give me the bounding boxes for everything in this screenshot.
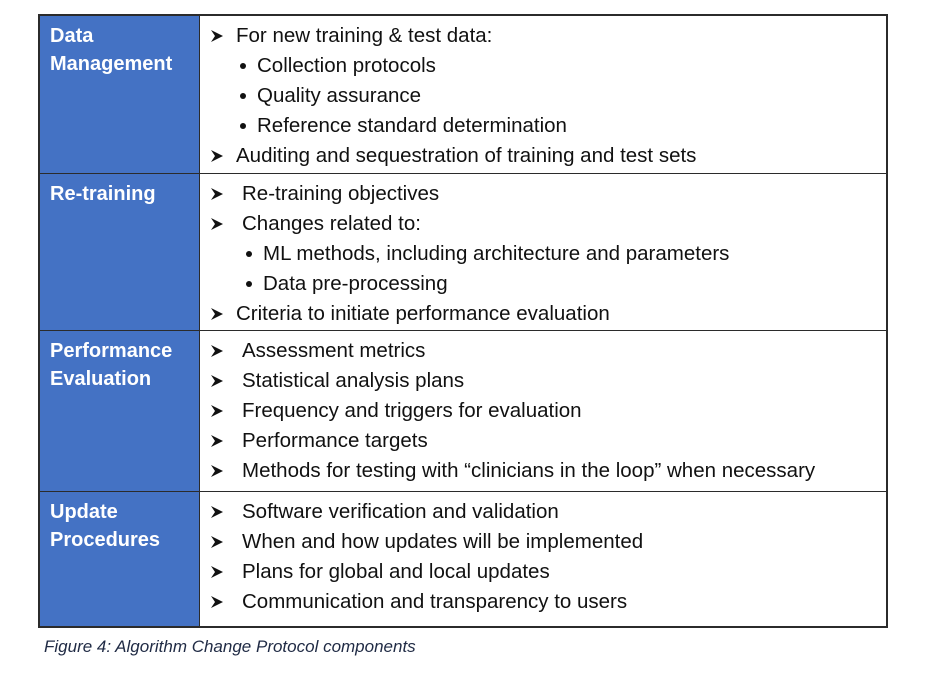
list-item-text: Plans for global and local updates	[242, 560, 550, 583]
list-item	[210, 557, 886, 587]
row-label: Update Procedures	[50, 501, 161, 551]
list-item	[210, 51, 886, 81]
arrow-bullet-icon	[210, 149, 224, 163]
row-content-cell	[200, 174, 886, 330]
row-label-cell	[40, 174, 200, 330]
list-item	[210, 21, 886, 51]
list-item	[210, 269, 886, 299]
list-item-text: ML methods, including architecture and parameters	[263, 242, 730, 265]
list-item-text: Quality assurance	[257, 84, 422, 107]
list-item-text: Software verification and validation	[242, 500, 559, 523]
row-label: Re-training	[50, 183, 156, 205]
row-label-cell	[40, 331, 200, 491]
algorithm-change-protocol-table	[38, 14, 888, 628]
list-item	[210, 497, 886, 527]
round-bullet-icon	[240, 63, 246, 69]
list-item	[210, 527, 886, 557]
round-bullet-icon	[246, 281, 252, 287]
list-item-text: Auditing and sequestration of training and test sets	[236, 144, 697, 167]
arrow-bullet-icon	[210, 29, 224, 43]
arrow-bullet-icon	[210, 595, 224, 609]
list-item	[210, 111, 886, 141]
arrow-bullet-icon	[210, 535, 224, 549]
list-item-text: Reference standard determination	[257, 114, 567, 137]
round-bullet-icon	[240, 93, 246, 99]
list-item-text: Re-training objectives	[242, 182, 440, 205]
list-item-text: Criteria to initiate performance evaluation	[236, 302, 610, 325]
row-label-cell	[40, 492, 200, 626]
table-row-update-procedures	[40, 491, 886, 626]
arrow-bullet-icon	[210, 464, 224, 478]
arrow-bullet-icon	[210, 344, 224, 358]
list-item	[210, 336, 886, 366]
list-item-text: Collection protocols	[257, 54, 436, 77]
list-item-text: Changes related to:	[242, 212, 421, 235]
list-item	[210, 239, 886, 269]
round-bullet-icon	[246, 251, 252, 257]
arrow-bullet-icon	[210, 217, 224, 231]
list-item	[210, 456, 886, 486]
table-row-re-training	[40, 173, 886, 330]
table-row-performance-evaluation	[40, 330, 886, 491]
list-item-text: Communication and transparency to users	[242, 590, 628, 613]
row-content-cell	[200, 16, 886, 173]
list-item-text: Assessment metrics	[242, 339, 426, 362]
list-item-text: Methods for testing with “clinicians in the loop” when necessary	[242, 459, 816, 482]
arrow-bullet-icon	[210, 374, 224, 388]
row-content-cell	[200, 492, 886, 626]
list-item-text: Performance targets	[242, 429, 428, 452]
arrow-bullet-icon	[210, 505, 224, 519]
arrow-bullet-icon	[210, 187, 224, 201]
arrow-bullet-icon	[210, 565, 224, 579]
arrow-bullet-icon	[210, 307, 224, 321]
figure-caption: Figure 4: Algorithm Change Protocol components	[44, 637, 416, 656]
list-item	[210, 81, 886, 111]
row-label: Data Management	[50, 25, 173, 75]
list-item	[210, 209, 886, 239]
row-label-cell	[40, 16, 200, 173]
list-item	[210, 141, 886, 171]
row-content-cell	[200, 331, 886, 491]
list-item	[210, 396, 886, 426]
list-item	[210, 179, 886, 209]
list-item	[210, 299, 886, 329]
round-bullet-icon	[240, 123, 246, 129]
list-item-text: Statistical analysis plans	[242, 369, 465, 392]
list-item-text: Frequency and triggers for evaluation	[242, 399, 582, 422]
arrow-bullet-icon	[210, 404, 224, 418]
list-item	[210, 366, 886, 396]
arrow-bullet-icon	[210, 434, 224, 448]
list-item-text: When and how updates will be implemented	[242, 530, 644, 553]
list-item-text: Data pre-processing	[263, 272, 448, 295]
list-item	[210, 426, 886, 456]
row-label: Performance Evaluation	[50, 340, 173, 390]
list-item-text: For new training & test data:	[236, 24, 493, 47]
table-row-data-management	[40, 16, 886, 173]
list-item	[210, 587, 886, 617]
